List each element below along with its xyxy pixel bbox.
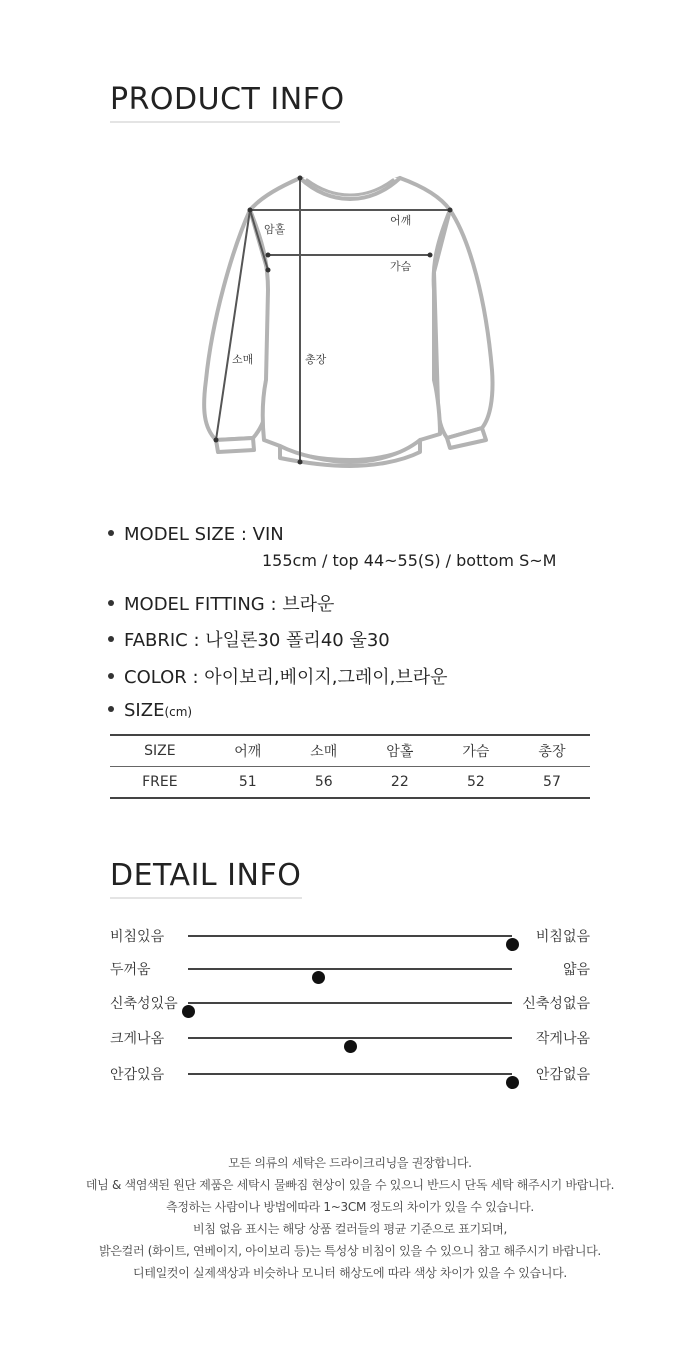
care-notes	[0, 1152, 700, 1284]
scale-transparency	[110, 926, 590, 946]
scale-right-label: 비침없음	[535, 929, 590, 945]
label-sleeve: 소매	[232, 353, 254, 366]
table-cell: 57	[543, 774, 561, 790]
scale-track	[188, 968, 512, 970]
scale-thickness	[110, 959, 590, 979]
table-cell: 51	[238, 774, 257, 790]
bullet-icon	[108, 636, 114, 642]
table-header-cell: 총장	[538, 744, 566, 760]
bullet-icon	[108, 530, 114, 536]
table-cell: FREE	[142, 774, 178, 790]
scale-track	[188, 1002, 512, 1004]
size-table-header	[110, 735, 590, 767]
size-heading: SIZE(cm)	[108, 700, 192, 721]
note-line: 측정하는 사람이나 방법에따라 1~3CM 정도의 차이가 있을 수 있습니다.	[166, 1200, 534, 1214]
table-header-cell: 어깨	[234, 744, 262, 760]
scale-right-label: 안감없음	[535, 1067, 590, 1083]
label-armhole: 암홀	[264, 223, 286, 236]
note-line: 비침 없음 표시는 해당 상품 컬러들의 평균 기준으로 표기되며,	[193, 1222, 507, 1236]
note-line: 밝은컬러 (화이트, 연베이지, 아이보리 등)는 특성상 비침이 있을 수 있으니 참고 해주시기 바랍니다.	[99, 1244, 601, 1258]
table-cell: 22	[390, 774, 409, 790]
model-size-detail: 155cm / top 44~55(S) / bottom S~M	[262, 551, 557, 570]
color: COLOR : 아이보리,베이지,그레이,브라운	[108, 663, 448, 689]
scale-left-label: 비침있음	[110, 929, 165, 945]
scale-track	[188, 935, 512, 937]
note-line: 데님 & 색염색된 원단 제품은 세탁시 물빠짐 현상이 있을 수 있으니 반드시 단독 세탁 해주시기 바랍니다.	[85, 1178, 615, 1192]
size-table	[110, 734, 590, 799]
label-chest: 가슴	[390, 260, 412, 273]
bullet-icon	[108, 706, 114, 712]
fabric: FABRIC : 나일론30 폴리40 울30	[108, 626, 390, 652]
scale-right-label: 얇음	[562, 962, 590, 978]
scale-right-label: 작게나옴	[535, 1031, 590, 1047]
bullet-icon	[108, 673, 114, 679]
scale-left-label: 안감있음	[110, 1067, 165, 1083]
table-cell: 56	[314, 774, 333, 790]
scale-lining	[110, 1064, 590, 1084]
scale-stretch	[110, 993, 590, 1013]
sweatshirt-diagram	[195, 170, 505, 470]
note-line: 모든 의류의 세탁은 드라이크리닝을 권장합니다.	[228, 1156, 472, 1170]
label-shoulder: 어깨	[390, 214, 412, 227]
scale-fit	[110, 1028, 590, 1048]
table-header-cell: SIZE	[144, 743, 176, 759]
detail-info-rule	[110, 897, 302, 899]
table-header-cell: 가슴	[462, 744, 490, 760]
scale-knob	[506, 938, 519, 951]
scale-knob	[506, 1076, 519, 1089]
model-fitting: MODEL FITTING : 브라운	[108, 590, 334, 616]
scale-track	[188, 1037, 512, 1039]
scale-left-label: 두꺼움	[110, 962, 151, 978]
scale-knob	[344, 1040, 357, 1053]
bullet-icon	[108, 600, 114, 606]
scale-left-label: 신축성있음	[110, 996, 178, 1012]
label-length: 총장	[305, 353, 327, 366]
product-info-rule	[110, 121, 340, 123]
table-header-cell: 암홀	[386, 744, 414, 760]
note-line: 디테일컷이 실제색상과 비슷하나 모니터 해상도에 따라 색상 차이가 있을 수 있습니다.	[133, 1266, 567, 1280]
scale-track	[188, 1073, 512, 1075]
table-cell: 52	[466, 774, 485, 790]
table-header-cell: 소매	[310, 744, 338, 760]
scale-left-label: 크게나옴	[110, 1031, 165, 1047]
scale-knob	[312, 971, 325, 984]
detail-info-title: DETAIL INFO	[110, 858, 302, 893]
model-size: MODEL SIZE : VIN	[108, 524, 284, 545]
scale-right-label: 신축성없음	[522, 996, 590, 1012]
table-row	[110, 767, 590, 799]
product-info-title: PRODUCT INFO	[110, 82, 345, 117]
scale-knob	[182, 1005, 195, 1018]
